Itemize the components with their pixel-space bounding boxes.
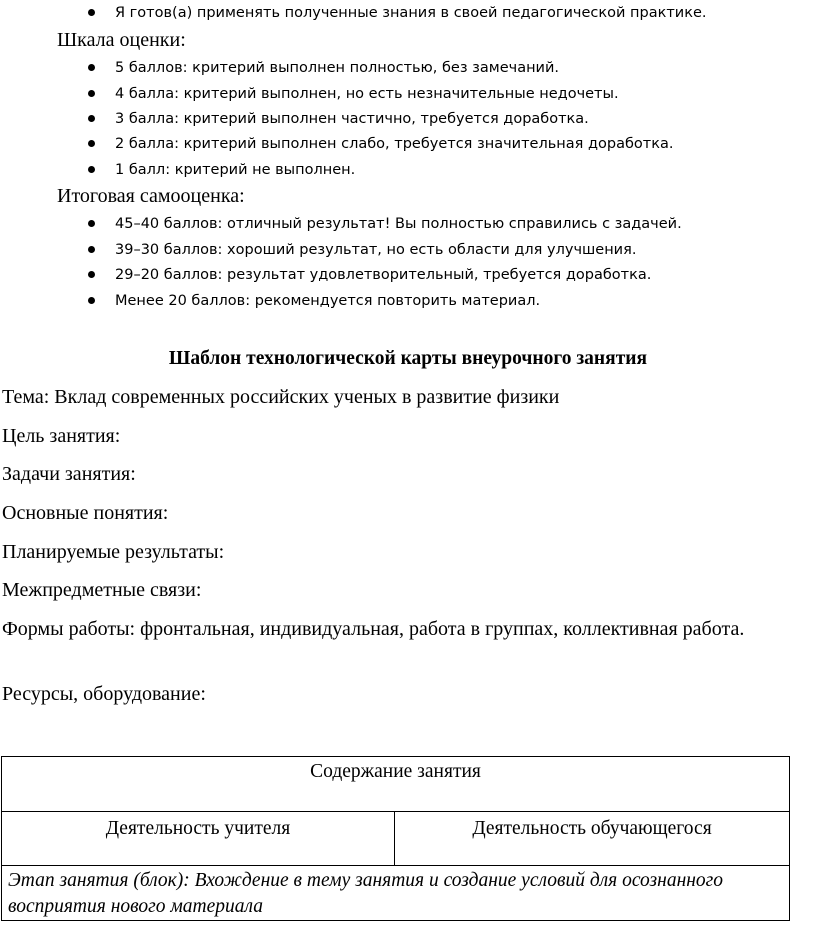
list-item: Я готов(а) применять полученные знания в своей педагогической практике. xyxy=(115,3,707,23)
table-row xyxy=(2,866,790,921)
table-row xyxy=(2,812,790,866)
bullet-icon xyxy=(88,9,95,16)
student-activity-header: Деятельность обучающегося xyxy=(395,812,790,866)
list-item: 2 балла: критерий выполнен слабо, требуется значительная доработка. xyxy=(115,134,673,154)
scale-heading: Шкала оценки: xyxy=(57,29,186,51)
bullet-icon xyxy=(88,115,95,122)
table-row xyxy=(2,757,790,812)
field-concepts: Основные понятия: xyxy=(2,502,169,524)
field-goal: Цель занятия: xyxy=(2,425,121,447)
bullet-icon xyxy=(88,166,95,173)
list-item: 45–40 баллов: отличный результат! Вы полностью справились с задачей. xyxy=(115,214,682,234)
template-title: Шаблон технологической карты внеурочного занятия xyxy=(168,348,648,369)
lesson-content-table xyxy=(1,756,790,921)
final-heading: Итоговая самооценка: xyxy=(57,185,245,207)
bullet-icon xyxy=(88,271,95,278)
bullet-icon xyxy=(88,297,95,304)
list-item: 39–30 баллов: хороший результат, но есть области для улучшения. xyxy=(115,240,636,260)
list-item: 1 балл: критерий не выполнен. xyxy=(115,160,355,180)
bullet-icon xyxy=(88,90,95,97)
list-item: 5 баллов: критерий выполнен полностью, без замечаний. xyxy=(115,58,559,78)
stage-cell: Этап занятия (блок): Вхождение в тему занятия и создание условий для осознанного восприятия нового материала xyxy=(2,866,790,921)
list-item: 4 балла: критерий выполнен, но есть незначительные недочеты. xyxy=(115,84,619,104)
bullet-icon xyxy=(88,140,95,147)
field-forms: Формы работы: фронтальная, индивидуальная, работа в группах, коллективная работа. xyxy=(2,618,745,640)
field-links: Межпредметные связи: xyxy=(2,579,202,601)
list-item: Менее 20 баллов: рекомендуется повторить материал. xyxy=(115,291,540,311)
field-resources: Ресурсы, оборудование: xyxy=(2,683,206,705)
list-item: 29–20 баллов: результат удовлетворительный, требуется доработка. xyxy=(115,265,651,285)
field-results: Планируемые результаты: xyxy=(2,541,225,563)
field-topic: Тема: Вклад современных российских ученых в развитие физики xyxy=(2,386,560,408)
teacher-activity-header: Деятельность учителя xyxy=(2,812,395,866)
bullet-icon xyxy=(88,220,95,227)
bullet-icon xyxy=(88,64,95,71)
field-tasks: Задачи занятия: xyxy=(2,463,136,485)
table-header-cell: Содержание занятия xyxy=(2,757,790,812)
list-item: 3 балла: критерий выполнен частично, требуется доработка. xyxy=(115,109,589,129)
bullet-icon xyxy=(88,246,95,253)
